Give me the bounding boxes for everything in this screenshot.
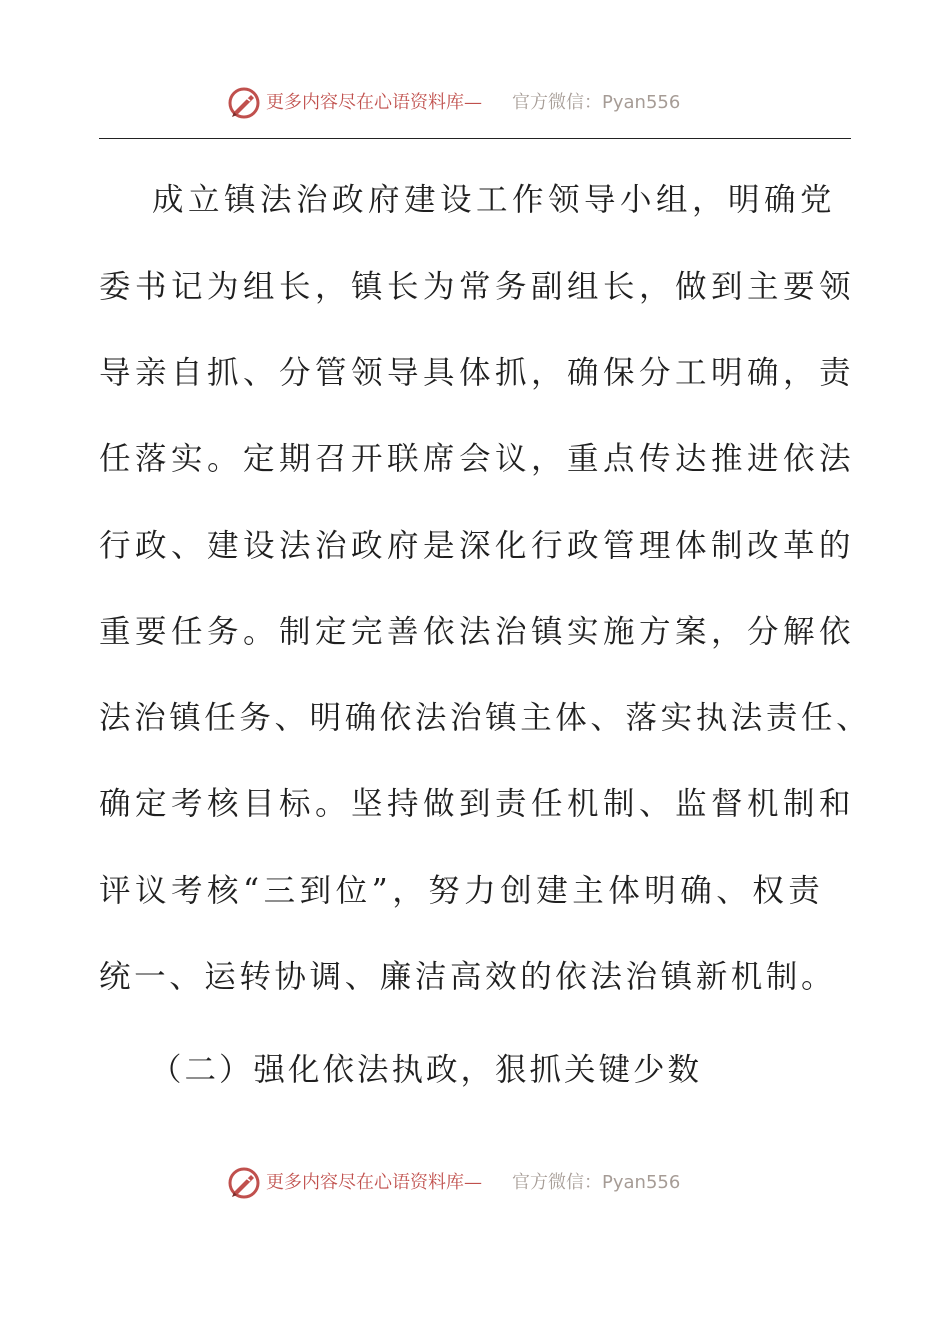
watermark-main-text: 更多内容尽在心语资料库—	[266, 92, 482, 113]
header-divider	[99, 138, 851, 139]
paragraph-line: 行政、建设法治政府是深化行政管理体制改革的	[99, 528, 856, 564]
paragraph-line: 确定考核目标。坚持做到责任机制、监督机制和	[99, 786, 856, 822]
pen-circle-icon	[226, 1165, 262, 1201]
header-watermark	[0, 81, 950, 125]
watermark-contact-text: 官方微信：Pyan556	[512, 1172, 681, 1193]
watermark-contact-text: 官方微信：Pyan556	[512, 92, 681, 113]
footer-watermark	[0, 1161, 950, 1205]
paragraph-line: 任落实。定期召开联席会议，重点传达推进依法	[99, 441, 856, 477]
paragraph-line: 法治镇任务、明确依法治镇主体、落实执法责任、	[99, 700, 872, 736]
paragraph-line: 成立镇法治政府建设工作领导小组，明确党	[152, 182, 837, 218]
paragraph-line: 评议考核“三到位”，努力创建主体明确、权责	[99, 873, 825, 909]
paragraph-line: 统一、运转协调、廉洁高效的依法治镇新机制。	[99, 959, 837, 995]
section-heading: （二）强化依法执政，狠抓关键少数	[150, 1052, 703, 1088]
paragraph-line: 委书记为组长，镇长为常务副组长，做到主要领	[99, 269, 856, 305]
pen-circle-icon	[226, 85, 262, 121]
watermark-main-text: 更多内容尽在心语资料库—	[266, 1172, 482, 1193]
paragraph-line: 重要任务。制定完善依法治镇实施方案，分解依	[99, 614, 856, 650]
paragraph-line: 导亲自抓、分管领导具体抓，确保分工明确，责	[99, 355, 856, 391]
